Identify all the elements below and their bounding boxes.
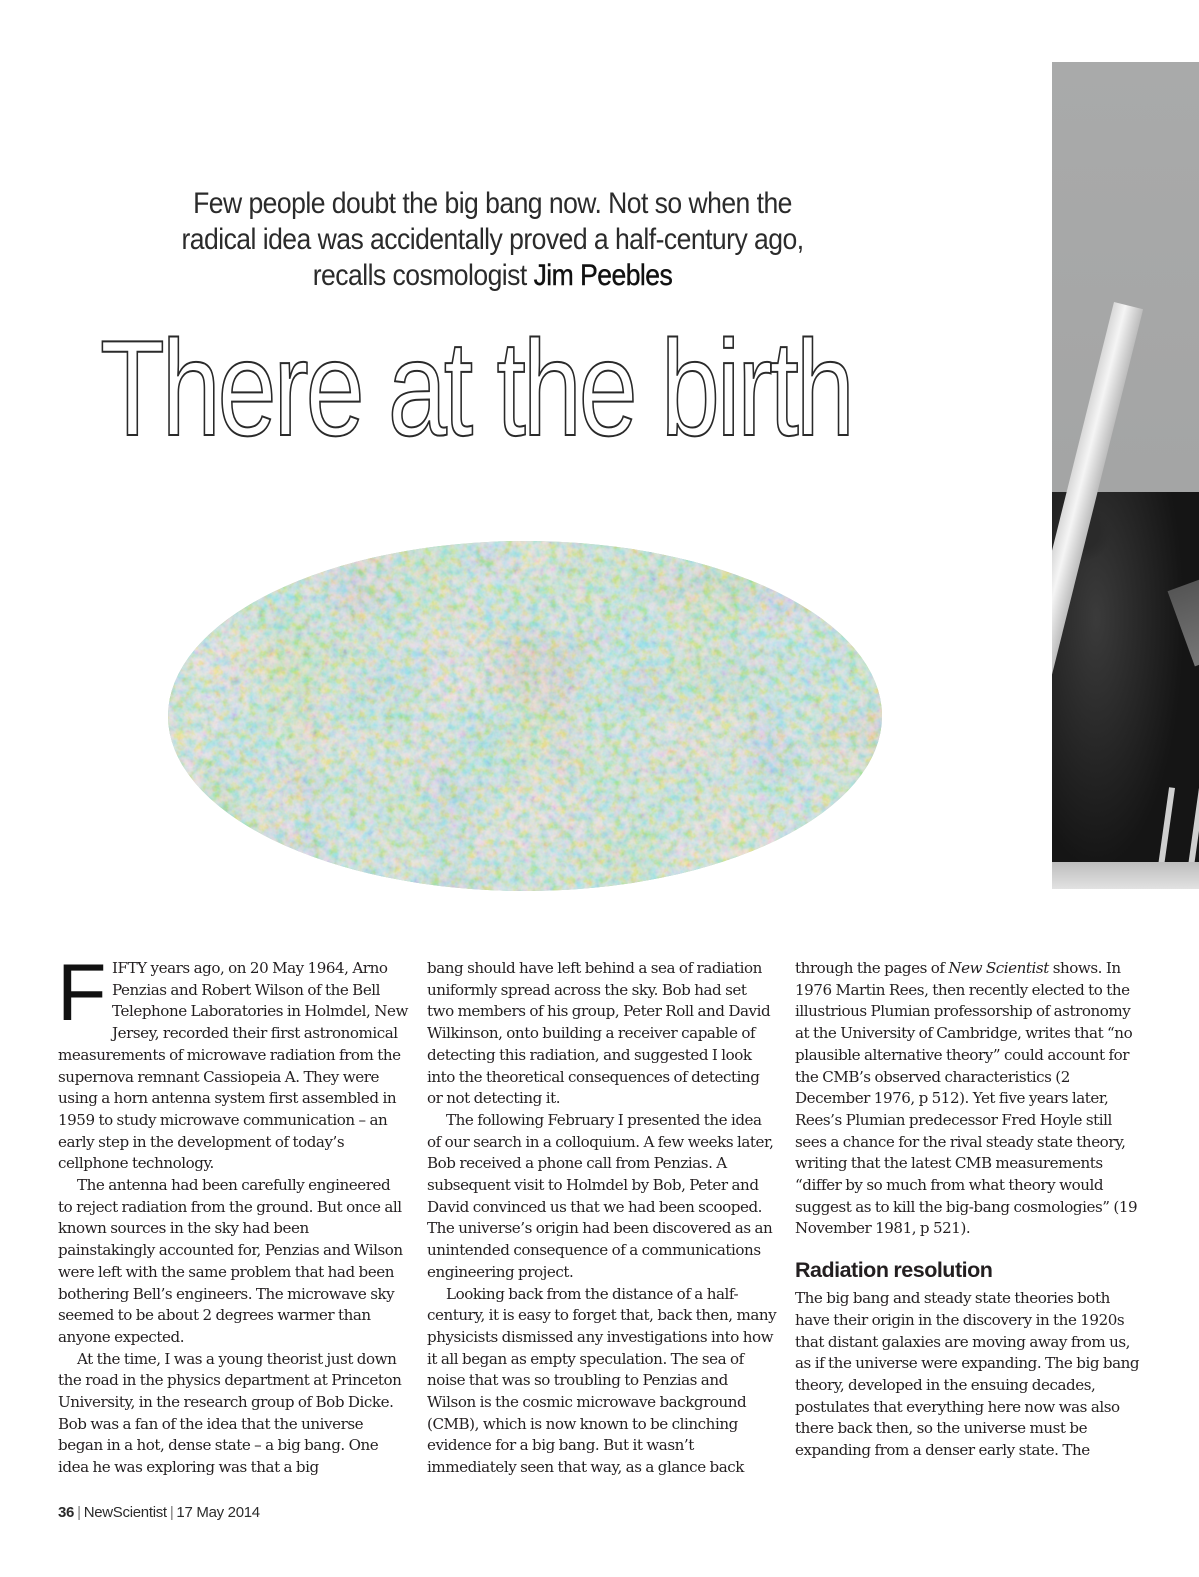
page-number: 36 (58, 1504, 75, 1521)
headline: There at the birth (100, 312, 852, 464)
article-column-2 (427, 958, 777, 1479)
issue-date: 17 May 2014 (176, 1504, 260, 1521)
article-paragraph (795, 958, 1145, 1240)
drop-cap: F (57, 948, 107, 1038)
author-name: Jim Peebles (533, 259, 673, 292)
article-paragraph: bang should have left behind a sea of radiation uniformly spread across the sky. Bob had set two members of his group, Peter Roll and David Wilkinson, onto building a receiver capable of detecting this radiation, and suggested I look into the theoretical consequences of detecting or not detecting it. (427, 959, 771, 1108)
standfirst-line-2: radical idea was accidentally proved a half-century ago, (181, 223, 804, 256)
publication-name: New Scientist (948, 959, 1049, 977)
article-paragraph: The antenna had been carefully engineered to reject radiation from the ground. But once all known sources in the sky had been painstakingly accounted for, Penzias and Wilson were left with the same problem that had been bothering Bell’s engineers. The microwave sky seemed to be about 2 degrees warmer than anyone expected. (58, 1176, 403, 1346)
article-paragraph: The big bang and steady state theories both have their origin in the discovery in the 1920s that distant galaxies are moving away from us, as if the universe were expanding. The big bang theory, developed in the ensuing decades, postulates that everything here now was also there back then, so the universe must be expanding from a denser early state. The (795, 1289, 1140, 1460)
magazine-name: NewScientist (83, 1504, 167, 1521)
article-paragraph (57, 948, 408, 1175)
standfirst-line-1: Few people doubt the big bang now. Not so when the (193, 187, 792, 220)
cmb-sky-map-image (167, 540, 883, 892)
standfirst-line-3 (157, 258, 828, 294)
article-paragraph: At the time, I was a young theorist just down the road in the physics department at Princeton University, in the research group of Bob Dicke. Bob was a fan of the idea that the universe began in a hot, dense state – a big bang. One idea he was exploring was that a big (58, 1349, 402, 1477)
article-column-3 (795, 958, 1145, 1462)
article-column-1 (57, 948, 408, 1479)
page-footer (58, 1504, 260, 1521)
footer-separator: | (77, 1504, 81, 1521)
antenna-photo (1052, 62, 1199, 889)
photo-platform (1052, 862, 1199, 889)
standfirst (157, 186, 828, 294)
paragraph-text: IFTY years ago, on 20 May 1964, Arno Penzias and Robert Wilson of the Bell Telephone Laboratories in Holmdel, New Jersey, recorded their first astronomical measurements of microwave radiation from the supernova remnant Cassiopeia A. They were using a horn antenna system first assembled in 1959 to study microwave communication – an early step in the development of today’s cellphone technology. (58, 959, 408, 1173)
paragraph-text: shows. In 1976 Martin Rees, then recently elected to the illustrious Plumian professorship of astronomy at the University of Cambridge, writes that “no plausible alternative theory” could account for the CMB’s observed characteristics (2 December 1976, p 512). Yet five years later, Rees’s Plumian predecessor Fred Hoyle still sees a chance for the rival steady state theory, writing that the latest CMB measurements “differ by so much from what theory would suggest as to kill the big-bang cosmologies” (19 November 1981, p 521). (795, 959, 1138, 1238)
footer-separator: | (169, 1504, 174, 1521)
article-paragraph: The following February I presented the idea of our search in a colloquium. A few weeks later, Bob received a phone call from Penzias. A subsequent visit to Holmdel by Bob, Peter and David convinced us that we had been scooped. The universe’s origin had been discovered as an unintended consequence of a communications engineering project. (427, 1110, 774, 1281)
article-paragraph: Looking back from the distance of a half-century, it is easy to forget that, back then, many physicists dismissed any investigations into how it all began as empty speculation. The sea of noise that was so troubling to Penzias and Wilson is the cosmic microwave background (CMB), which is now known to be clinching evidence for a big bang. But it wasn’t immediately seen that way, as a glance back (427, 1284, 777, 1477)
section-subhead: Radiation resolution (795, 1258, 993, 1283)
paragraph-text: through the pages of (795, 959, 949, 977)
standfirst-line-3-prefix: recalls cosmologist (312, 259, 534, 292)
